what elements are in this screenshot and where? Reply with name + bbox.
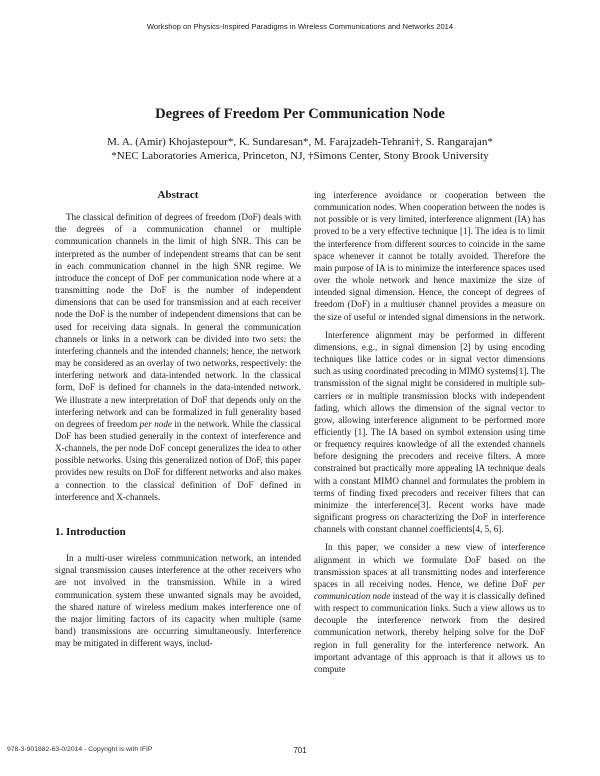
author-list: M. A. (Amir) Khojastepour*, K. Sundaresan*, M. Farajzadeh-Tehrani†, S. Rangarajan* [107,136,493,148]
introduction-heading: 1. Introduction [55,525,126,538]
abstract-part-a: The classical definition of degrees of freedom (DoF) deals with the degrees of a communication channel or multiple communication channels in the limit of high SNR. This can be interpreted as the number of independent streams that can be sent in each communication channel in the high SNR regime. We introduce the concept of DoF per communication node where at a transmitting node the DoF is the number of independent dimensions that can be used for transmission and at each receiver node the DoF is the number of independent dimensions that can be used for receiving data signals. In general the communication channels or links in a network can be divided into two sets: the interfering channels and the intended channels; hence, the network may be considered as an overlay of two networks, respectively: the interfering network and data-intended network. In the classical form, DoF is defined for channels in the data-intended network. We illustrate a new interpretation of DoF that depends only on the interfering network and can be formalized in full generality based on degrees of freedom [55,212,301,429]
right-p3-part-a: In this paper, we consider a new view of interference alignment in which we formulate DoF based on the transmission spaces at all transmitting nodes and interference spaces in all receiving nodes. Hence, we define DoF [314,542,545,589]
paper-title: Degrees of Freedom Per Communication Node [155,106,445,122]
right-column [314,189,545,675]
running-header: Workshop on Physics-Inspired Paradigms in Wireless Communications and Networks 2014 [146,22,454,31]
abstract-heading: Abstract [157,189,199,201]
copyright-footer: 978-3-901882-63-0/2014 - Copyright is with IFIP [7,746,153,753]
right-paragraph-2: Interference alignment may be performed in different dimensions, e.g., in signal dimension [2] by using encoding techniques like lattice codes or in signal vector dimensions such as using coordinated precoding in MIMO systems[1]. The transmission of the signal might be considered in multiple sub-carriers or in multiple transmission blocks with independent fading, which allows the dimension of the signal vector to grow, allowing interference alignment to be performed more efficiently [1]. The IA based on symbol extension using time or frequency requires knowledge of all the extended channels before designing the precoders and receive filters. A more constrained but practically more appealing IA technique deals with a constant MIMO channel and formulates the problem in terms of finding fixed precoders and receiver filters that can minimize the interference[3]. Recent works have made significant progress on characterizing the DoF in interference channels with constant channel coefficients[4, 5, 6]. [314,329,545,535]
abstract-part-b: in the network. While the classical DoF has been studied generally in the context of interference and X-channels, the per node DoF concept generalizes the idea to other possible networks. Using this generalized notion of DoF, this paper provides new results on DoF for different networks and also makes a connection to the classical definition of DoF defined in interference and X-channels. [55,418,301,502]
page-number: 701 [293,746,307,755]
affiliations: *NEC Laboratories America, Princeton, NJ, †Simons Center, Stony Brook University [111,150,489,162]
right-p3-part-b: instead of the way it is classically defined with respect to communication links. Such a view allows us to decouple the interference network from the desired communication network, thereby helping solve for the DoF region in full generality for the interference network. An important advantage of this approach is that it allows us to compute [314,591,545,674]
right-paragraph-3 [314,541,545,675]
abstract-text [55,211,301,503]
left-column [55,189,301,649]
right-p3-emphasis: per communication node [314,578,545,601]
abstract-emphasis: per node [139,418,172,429]
right-paragraph-1: ing interference avoidance or cooperation between the communication nodes. When cooperation between the nodes is not possible or is very limited, interference alignment (IA) has proved to be a very effective technique [1]. The idea is to limit the interference from different sources to coincide in the same space whenever it cannot be totally avoided. Therefore the main purpose of IA is to minimize the interference spaces used over the whole network and hence maximize the size of intended signal dimension. Hence, the concept of degrees of freedom (DoF) in a multiuser channel provides a measure on the size of useful or intended signal dimensions in the network. [314,190,545,322]
intro-paragraph-1: In a multi-user wireless communication network, an intended signal transmission causes interference at the other receivers who are not involved in the transmission. While in a wired communication system these unwanted signals may be avoided, the shared nature of wireless medium makes interference one of the major limiting factors of its capacity when multiple (same band) transmissions are occurring simultaneously. Interference may be mitigated in different ways, includ- [55,553,301,649]
